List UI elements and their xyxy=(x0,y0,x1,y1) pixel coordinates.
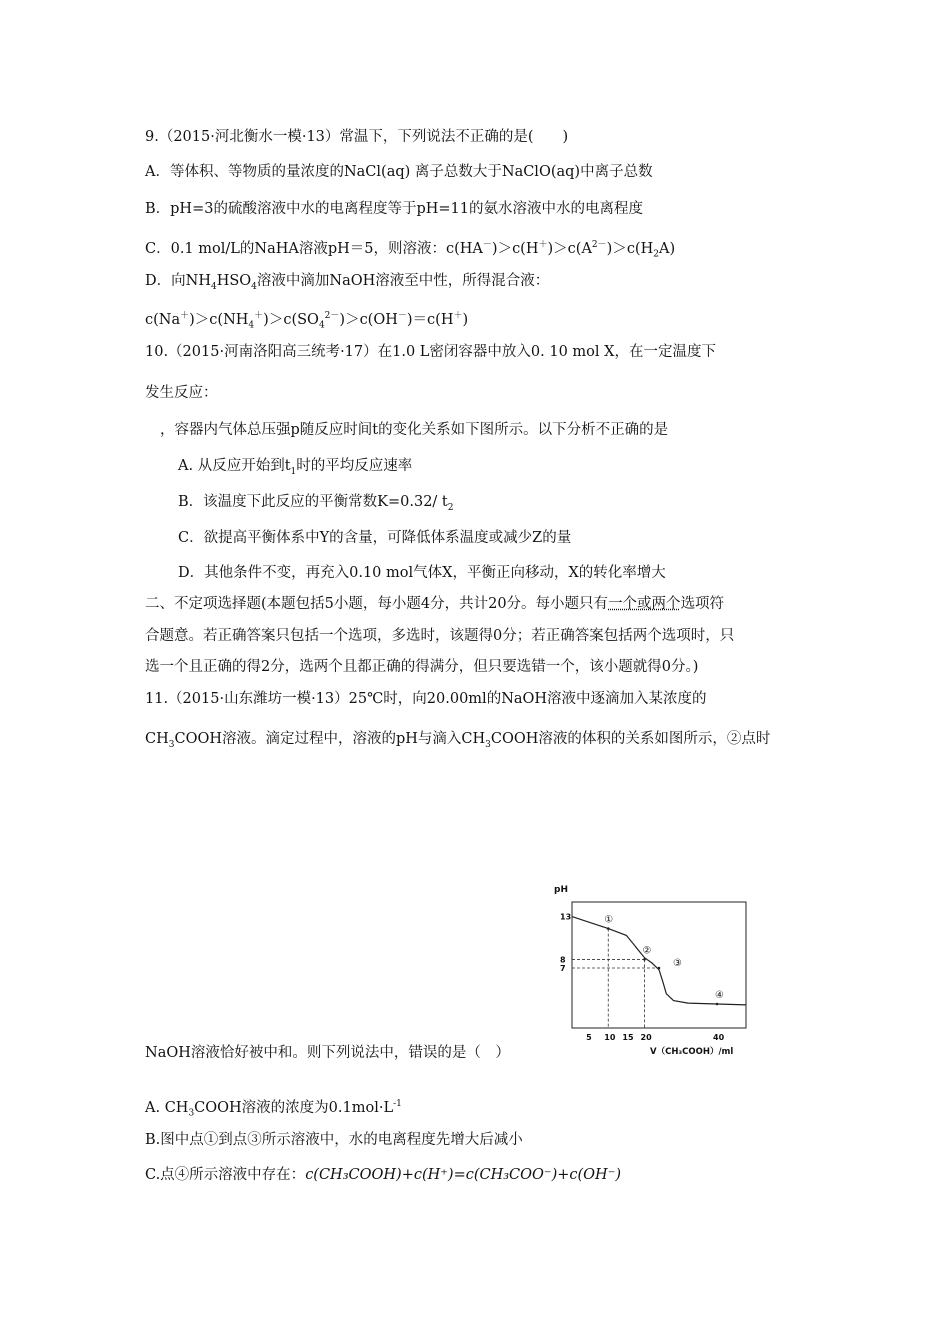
q10-option-b: B．该温度下此反应的平衡常数K=0.32/ $t_2$ xyxy=(178,494,454,513)
q10-stem-line1: 10.（2015·河南洛阳高三统考·17）在1.0 L密闭容器中放入0. 10 mol X，在一定温度下 xyxy=(145,344,716,360)
chart-guides xyxy=(572,929,659,1028)
point-marker-2 xyxy=(643,958,646,961)
q11-option-b: B.图中点①到点③所示溶液中，水的电离程度先增大后减小 xyxy=(145,1132,523,1148)
q10-option-c: C．欲提高平衡体系中Y的含量，可降低体系温度或减少Z的量 xyxy=(178,530,572,546)
x-axis-label: V（CH₃COOH）/ml xyxy=(650,1047,734,1057)
q11-stem-line1: 11.（2015·山东潍坊一模·13）25℃时，向20.00ml的NaOH溶液中逐滴加入某浓度的 xyxy=(145,691,707,707)
q10-stem-line3: ，容器内气体总压强p随反应时间t的变化关系如下图所示。以下分析不正确的是 xyxy=(160,422,669,438)
q10-stem-line2: 发生反应： xyxy=(145,385,218,401)
x-tick-10: 10 xyxy=(604,1033,616,1042)
point-label-3: ③ xyxy=(673,958,682,969)
q9-option-d: D．向$NH_4HSO_4$溶液中滴加NaOH溶液至中性，所得混合液： xyxy=(145,273,550,292)
q11-option-c: C.点④所示溶液中存在：c(CH₃COOH)+c(H⁺)=c(CH₃COO⁻)+c(OH⁻) xyxy=(145,1167,622,1183)
x-tick-40: 40 xyxy=(713,1033,725,1042)
y-axis-label: pH xyxy=(554,885,568,895)
q10-option-d: D．其他条件不变，再充入0.10 mol气体X，平衡正向移动，X的转化率增大 xyxy=(178,565,666,581)
q11-stem-line2: $CH_3COOH$溶液。滴定过程中，溶液的pH与滴入$CH_3COOH$溶液的体积的关系如图所示，②点时 xyxy=(145,731,771,750)
chart-ticks xyxy=(560,913,725,1042)
q9-option-c: C．0.1 mol/L的NaHA溶液pH＝5，则溶液：$c(HA^-)>c(H^+)>c(A^{2-})>c(H_2A)$ xyxy=(145,240,676,260)
chart-frame xyxy=(572,902,746,1028)
section2-line2: 合题意。若正确答案只包括一个选项，多选时，该题得0分；若正确答案包括两个选项时，只 xyxy=(145,628,735,644)
x-tick-15: 15 xyxy=(622,1033,634,1042)
q11-stem-line3: NaOH溶液恰好被中和。则下列说法中，错误的是（ ） xyxy=(145,1045,510,1061)
chart-points xyxy=(604,915,724,1006)
x-tick-5: 5 xyxy=(586,1033,592,1042)
q9-option-d-expression: $c(Na^+)>c(NH_4^+)>c(SO_4^{2-})>c(OH^-)=c(H^+)$ xyxy=(145,311,469,331)
q9-option-b: B．pH=3的硫酸溶液中水的电离程度等于pH=11的氨水溶液中水的电离程度 xyxy=(145,201,643,217)
q10-option-a: A. 从反应开始到$t_1$时的平均反应速率 xyxy=(178,458,413,477)
point-marker-3 xyxy=(658,967,661,970)
q9-option-a: A．等体积、等物质的量浓度的NaCl(aq) 离子总数大于NaClO(aq)中离子总数 xyxy=(145,164,653,180)
x-tick-20: 20 xyxy=(640,1033,652,1042)
q9-stem: 9.（2015·河北衡水一模·13）常温下，下列说法不正确的是( ) xyxy=(145,129,569,145)
point-marker-1 xyxy=(607,927,610,930)
point-label-1: ① xyxy=(604,914,614,926)
section2-line1: 二、不定项选择题(本题包括5小题，每小题4分，共计20分。每小题只有一个或两个选项符 xyxy=(145,596,725,612)
point-label-2: ② xyxy=(642,945,652,957)
chart-axes xyxy=(554,885,746,1057)
section2-line3: 选一个且正确的得2分，选两个且都正确的得满分，但只要选错一个，该小题就得0分。) xyxy=(145,659,699,675)
y-tick-8: 8 xyxy=(560,955,566,965)
q11-option-a: A. $CH_3COOH$溶液的浓度为$0.1mol\cdot L^{-1}$ xyxy=(145,1099,402,1119)
y-tick-7: 7 xyxy=(560,964,566,973)
point-marker-4 xyxy=(716,1003,719,1006)
titration-chart xyxy=(550,880,750,1060)
y-tick-13: 13 xyxy=(560,912,572,922)
point-label-4: ④ xyxy=(715,990,724,1001)
